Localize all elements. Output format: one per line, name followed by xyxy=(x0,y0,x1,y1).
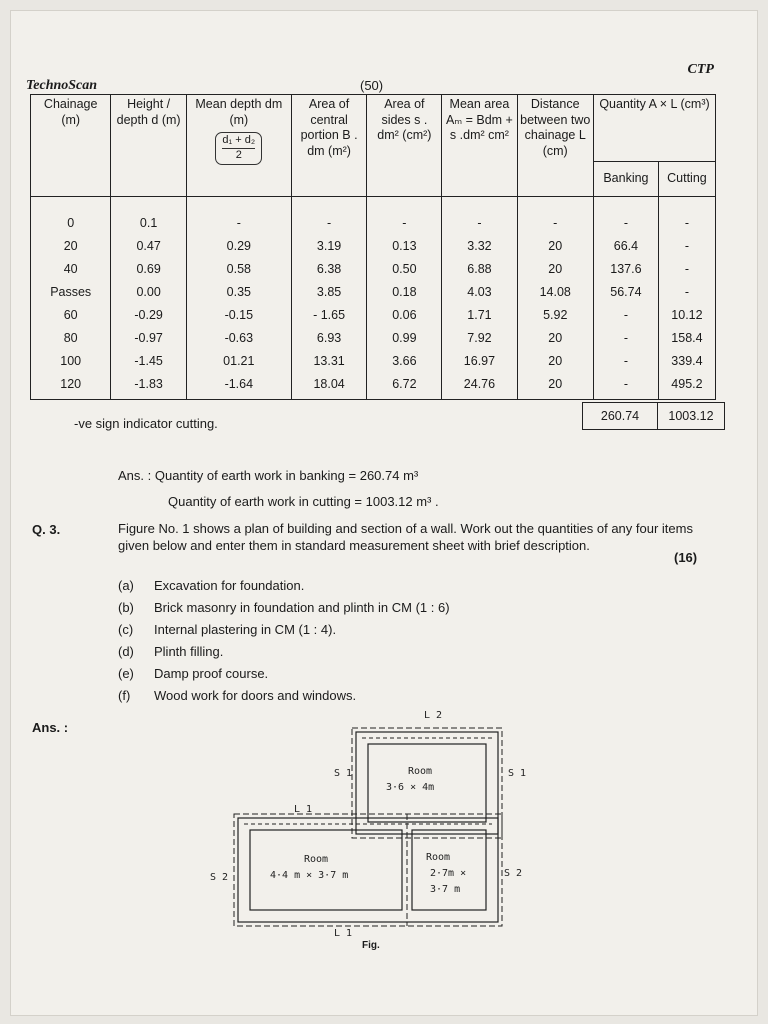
total-cutting: 1003.12 xyxy=(658,403,725,430)
col-banking: Banking xyxy=(593,162,658,197)
table-row xyxy=(31,349,716,372)
table-cell: 6.72 xyxy=(367,372,442,400)
total-banking: 260.74 xyxy=(583,403,658,430)
table-cell: 3.66 xyxy=(367,349,442,372)
table-cell: 56.74 xyxy=(593,280,658,303)
table-cell: - xyxy=(367,197,442,235)
answer-cutting: Quantity of earth work in cutting = 1003.12 m³ . xyxy=(168,494,439,509)
item-text: Excavation for foundation. xyxy=(154,578,305,593)
table-row xyxy=(31,326,716,349)
label-s1-right: S 1 xyxy=(508,768,527,779)
table-cell: 20 xyxy=(517,372,593,400)
publisher-name: TechnoScan xyxy=(26,78,98,93)
table-cell: 66.4 xyxy=(593,234,658,257)
table-cell: - xyxy=(291,197,367,235)
table-cell: - xyxy=(658,197,715,235)
table-cell: 100 xyxy=(31,349,111,372)
table-cell: 137.6 xyxy=(593,257,658,280)
mean-depth-formula xyxy=(215,132,262,165)
table-cell: 0.13 xyxy=(367,234,442,257)
item-text: Plinth filling. xyxy=(154,644,224,659)
table-cell: -1.45 xyxy=(111,349,186,372)
item-text: Internal plastering in CM (1 : 4). xyxy=(154,622,337,637)
subject-code: CTP xyxy=(687,62,714,77)
item-label: (d) xyxy=(118,644,134,659)
table-cell: 120 xyxy=(31,372,111,400)
table-row xyxy=(31,280,716,303)
table-cell: - xyxy=(658,234,715,257)
table-cell: 20 xyxy=(31,234,111,257)
table-cell: 0 xyxy=(31,197,111,235)
formula-denominator: 2 xyxy=(235,149,242,161)
table-cell: 60 xyxy=(31,303,111,326)
room2-title: Room xyxy=(304,854,329,865)
table-row xyxy=(31,257,716,280)
item-label: (e) xyxy=(118,666,134,681)
list-item xyxy=(118,666,450,688)
table-cell: 16.97 xyxy=(442,349,517,372)
item-label: (f) xyxy=(118,688,131,703)
table-cell: 0.18 xyxy=(367,280,442,303)
label-s2-right: S 2 xyxy=(504,868,523,879)
list-item xyxy=(118,600,450,622)
table-cell: - 1.65 xyxy=(291,303,367,326)
table-cell: 6.38 xyxy=(291,257,367,280)
table-cell: 0.35 xyxy=(186,280,291,303)
table-cell: 4.03 xyxy=(442,280,517,303)
col-central: Area of central portion B . dm (m²) xyxy=(291,95,367,197)
table-cell: 18.04 xyxy=(291,372,367,400)
table-cell: - xyxy=(593,349,658,372)
list-item xyxy=(118,644,450,666)
table-cell: 14.08 xyxy=(517,280,593,303)
room1-size: 3·6 × 4m xyxy=(386,782,435,793)
table-cell: -0.29 xyxy=(111,303,186,326)
table-cell: -1.83 xyxy=(111,372,186,400)
table-cell: - xyxy=(593,303,658,326)
room3-title: Room xyxy=(426,852,451,863)
list-item xyxy=(118,622,450,644)
item-list xyxy=(118,578,450,710)
table-cell: 0.99 xyxy=(367,326,442,349)
table-cell: 3.32 xyxy=(442,234,517,257)
table-cell: - xyxy=(517,197,593,235)
col-quantity: Quantity A × L (cm³) xyxy=(593,95,715,162)
table-cell: 0.50 xyxy=(367,257,442,280)
label-l1-bottom: L 1 xyxy=(334,928,353,938)
table-cell: - xyxy=(442,197,517,235)
label-l2: L 2 xyxy=(424,710,443,721)
col-sides: Area of sides s . dm² (cm²) xyxy=(367,95,442,197)
label-s1-left: S 1 xyxy=(334,768,353,779)
table-cell: 0.29 xyxy=(186,234,291,257)
table-cell: 6.88 xyxy=(442,257,517,280)
room2-size: 4·4 m × 3·7 m xyxy=(270,870,349,881)
table-cell: 495.2 xyxy=(658,372,715,400)
item-text: Damp proof course. xyxy=(154,666,269,681)
list-item xyxy=(118,578,450,600)
table-cell: 6.93 xyxy=(291,326,367,349)
sign-note: -ve sign indicator cutting. xyxy=(74,416,218,431)
label-l1-top: L 1 xyxy=(294,804,313,815)
item-label: (a) xyxy=(118,578,134,593)
table-cell: - xyxy=(593,372,658,400)
answer-label: Ans. : xyxy=(32,720,69,735)
table-cell: 20 xyxy=(517,234,593,257)
document-page xyxy=(10,10,758,1016)
table-cell: 0.00 xyxy=(111,280,186,303)
table-cell: 13.31 xyxy=(291,349,367,372)
col-mean-depth-label: Mean depth dm (m) xyxy=(195,97,283,127)
table-cell: 0.1 xyxy=(111,197,186,235)
table-cell: - xyxy=(658,257,715,280)
item-label: (b) xyxy=(118,600,134,615)
table-cell: - xyxy=(593,197,658,235)
table-row xyxy=(31,234,716,257)
table-cell: 24.76 xyxy=(442,372,517,400)
table-cell: - xyxy=(186,197,291,235)
table-cell: 10.12 xyxy=(658,303,715,326)
col-mean-area: Mean area Aₘ = Bdm + s .dm² cm² xyxy=(442,95,517,197)
table-cell: -0.97 xyxy=(111,326,186,349)
question-text: Figure No. 1 shows a plan of building and section of a wall. Work out the quantities of any four items given below and enter them in standard measurement sheet with brief description. xyxy=(118,521,693,553)
question-number: Q. 3. xyxy=(32,522,61,537)
col-mean-depth xyxy=(186,95,291,197)
table-cell: - xyxy=(658,280,715,303)
table-cell: 20 xyxy=(517,349,593,372)
table-cell: 339.4 xyxy=(658,349,715,372)
table-cell: 0.06 xyxy=(367,303,442,326)
table-cell: 7.92 xyxy=(442,326,517,349)
room3-size-line2: 3·7 m xyxy=(430,884,461,895)
table-cell: -1.64 xyxy=(186,372,291,400)
table-cell: 5.92 xyxy=(517,303,593,326)
table-cell: 1.71 xyxy=(442,303,517,326)
table-cell: 40 xyxy=(31,257,111,280)
formula-numerator: d₁ + d₂ xyxy=(222,134,255,149)
building-plan-figure xyxy=(190,698,530,938)
table-row xyxy=(31,372,716,400)
answer-banking: Ans. : Quantity of earth work in banking = 260.74 m³ xyxy=(118,468,419,483)
table-cell: 3.85 xyxy=(291,280,367,303)
earthwork-table xyxy=(30,94,716,400)
table-cell: Passes xyxy=(31,280,111,303)
col-cutting: Cutting xyxy=(658,162,715,197)
table-cell: -0.63 xyxy=(186,326,291,349)
figure-caption: Fig. xyxy=(362,940,380,951)
room1-title: Room xyxy=(408,766,433,777)
item-text: Wood work for doors and windows. xyxy=(154,688,357,703)
table-cell: - xyxy=(593,326,658,349)
item-label: (c) xyxy=(118,622,134,637)
room3-size-line1: 2·7m × xyxy=(430,868,467,879)
table-cell: 0.58 xyxy=(186,257,291,280)
table-cell: 20 xyxy=(517,257,593,280)
question-marks: (16) xyxy=(674,550,698,565)
table-cell: 01.21 xyxy=(186,349,291,372)
table-row xyxy=(31,197,716,235)
totals-row xyxy=(582,402,725,430)
item-text: Brick masonry in foundation and plinth in CM (1 : 6) xyxy=(154,600,450,615)
table-cell: -0.15 xyxy=(186,303,291,326)
col-distance: Distance between two chainage L (cm) xyxy=(517,95,593,197)
table-cell: 20 xyxy=(517,326,593,349)
table-cell: 0.47 xyxy=(111,234,186,257)
table-cell: 80 xyxy=(31,326,111,349)
page-number: (50) xyxy=(360,78,384,93)
table-cell: 3.19 xyxy=(291,234,367,257)
col-height: Height / depth d (m) xyxy=(111,95,186,197)
label-s2-left: S 2 xyxy=(210,872,229,883)
table-row xyxy=(31,303,716,326)
table-cell: 158.4 xyxy=(658,326,715,349)
table-cell: 0.69 xyxy=(111,257,186,280)
col-chainage: Chainage (m) xyxy=(31,95,111,197)
